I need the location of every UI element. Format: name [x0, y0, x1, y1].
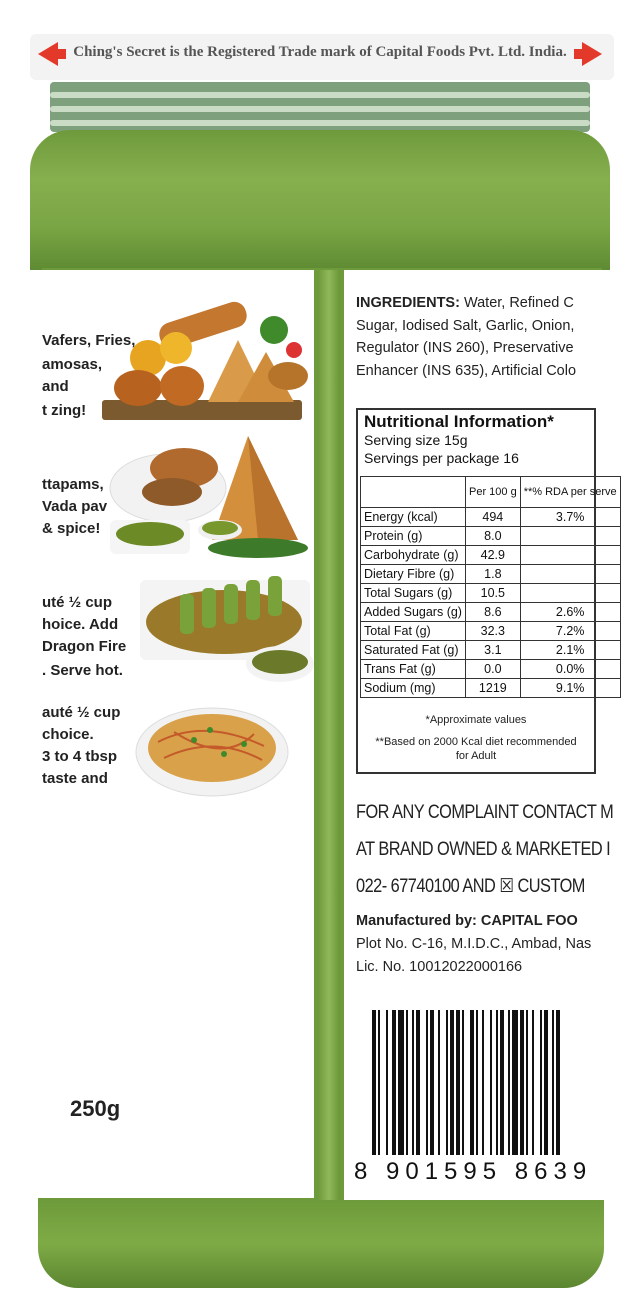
barcode-bar — [540, 1010, 542, 1155]
nutrient-value: 8.6 — [465, 603, 520, 622]
nutrient-name: Sodium (mg) — [361, 679, 466, 698]
usage-text: 3 to 4 tbsp — [42, 748, 118, 765]
nutrient-value: 32.3 — [465, 622, 520, 641]
barcode-bar — [508, 1010, 510, 1155]
barcode-digits: 8 901595 8639 — [354, 1158, 593, 1185]
contact-line: FOR ANY COMPLAINT CONTACT M — [356, 802, 614, 823]
ingredients-line: Regulator (INS 260), Preservative — [356, 340, 574, 356]
nutrient-name: Added Sugars (g) — [361, 603, 466, 622]
trademark-text: Ching's Secret is the Registered Trade mark of Capital Foods Pvt. Ltd. India. — [73, 44, 567, 60]
barcode-bar — [416, 1010, 420, 1155]
servings-per-package: Servings per package 16 — [364, 450, 519, 466]
table-row — [361, 546, 621, 565]
usage-text: Dragon Fire — [42, 638, 127, 655]
nutrient-rda: 7.2% — [520, 622, 620, 641]
nutrient-value: 1219 — [465, 679, 520, 698]
nutrient-rda: 0.0% — [520, 660, 620, 679]
nutrient-name: Trans Fat (g) — [361, 660, 466, 679]
serving-size: Serving size 15g — [364, 432, 468, 448]
jar-shoulder — [30, 130, 610, 270]
thread — [50, 106, 590, 112]
net-weight: 250g — [70, 1096, 121, 1121]
barcode-bar — [372, 1010, 376, 1155]
barcode-bar — [482, 1010, 484, 1155]
nutrition-panel — [356, 408, 617, 774]
barcode-image — [372, 1010, 622, 1155]
usage-text: taste and — [42, 770, 108, 787]
nutrient-rda — [520, 546, 620, 565]
fried-snacks-image — [98, 290, 314, 426]
ingredients-heading: INGREDIENTS: — [356, 295, 460, 311]
left-label — [42, 270, 314, 1198]
table-row — [361, 565, 621, 584]
barcode-bar — [398, 1010, 404, 1155]
barcode-bar — [438, 1010, 440, 1155]
label-gap — [318, 270, 340, 1200]
table-row — [361, 679, 621, 698]
nutrient-value: 42.9 — [465, 546, 520, 565]
nutrient-value: 0.0 — [465, 660, 520, 679]
contact-line: 022- 67740100 AND ☒ CUSTOM — [356, 876, 585, 897]
nutrient-value: 494 — [465, 508, 520, 527]
column-header: **% RDA per serve — [520, 477, 620, 508]
usage-text: & spice! — [42, 520, 101, 537]
usage-text: amosas, — [42, 356, 103, 373]
barcode-bar — [386, 1010, 388, 1155]
ingredients-line: Enhancer (INS 635), Artificial Colo — [356, 362, 577, 379]
usage-text: t zing! — [42, 402, 87, 419]
nutrient-name: Total Fat (g) — [361, 622, 466, 641]
barcode-bar — [544, 1010, 548, 1155]
right-label — [344, 270, 617, 1200]
barcode-bar — [430, 1010, 434, 1155]
table-row — [361, 660, 621, 679]
nutrient-rda — [520, 565, 620, 584]
table-row — [361, 508, 621, 527]
usage-text: uté ½ cup — [42, 594, 113, 611]
barcode-bar — [512, 1010, 518, 1155]
ingredients-line: Water, Refined C — [459, 295, 574, 311]
barcode-bar — [378, 1010, 380, 1155]
barcode-bar — [532, 1010, 534, 1155]
nutrient-name: Saturated Fat (g) — [361, 641, 466, 660]
nutrient-rda: 2.1% — [520, 641, 620, 660]
barcode-bar — [412, 1010, 414, 1155]
nutrient-name: Total Sugars (g) — [361, 584, 466, 603]
noodle-bowl-image — [134, 698, 290, 810]
noodles-skewers-image — [140, 564, 314, 688]
table-row — [361, 641, 621, 660]
nutrition-table — [360, 476, 621, 698]
barcode-bar — [446, 1010, 448, 1155]
barcode-bar — [496, 1010, 498, 1155]
barcode-bar — [462, 1010, 464, 1155]
footnote: **Based on 2000 Kcal diet recommended — [375, 736, 577, 748]
nutrient-rda: 9.1% — [520, 679, 620, 698]
manufacturer-line: Manufactured by: CAPITAL FOO — [356, 913, 578, 929]
nutrient-name: Protein (g) — [361, 527, 466, 546]
table-row — [361, 527, 621, 546]
table-header-row — [361, 477, 621, 508]
nutrient-name: Dietary Fibre (g) — [361, 565, 466, 584]
barcode-bar — [450, 1010, 454, 1155]
license-number: Lic. No. 10012022000166 — [356, 959, 523, 975]
nutrition-title: Nutritional Information* — [364, 412, 554, 431]
ingredients-block — [356, 292, 636, 382]
barcode-bar — [392, 1010, 396, 1155]
nutrient-rda: 2.6% — [520, 603, 620, 622]
barcode-bar — [552, 1010, 554, 1155]
footnote: for Adult — [455, 750, 497, 762]
usage-text: ttapams, — [42, 476, 104, 493]
table-row — [361, 603, 621, 622]
ingredients-line: Sugar, Iodised Salt, Garlic, Onion, — [356, 317, 575, 334]
nutrient-value: 8.0 — [465, 527, 520, 546]
barcode-bar — [500, 1010, 504, 1155]
table-row — [361, 622, 621, 641]
footnote: *Approximate values — [425, 714, 527, 726]
barcode-bar — [406, 1010, 408, 1155]
barcode-bar — [520, 1010, 524, 1155]
manufacturer-block — [356, 910, 591, 979]
barcode-bar — [470, 1010, 474, 1155]
nutrient-rda — [520, 527, 620, 546]
contact-line: AT BRAND OWNED & MARKETED I — [356, 839, 611, 860]
usage-text: choice. — [42, 726, 94, 743]
nutrient-value: 3.1 — [465, 641, 520, 660]
usage-text: Vafers, Fries, — [42, 332, 136, 349]
thread — [50, 92, 590, 98]
usage-text: and — [42, 378, 69, 395]
thread — [50, 120, 590, 126]
complaint-contact — [356, 794, 613, 905]
barcode-bar — [476, 1010, 478, 1155]
table-row — [361, 584, 621, 603]
manufacturer-line: Plot No. C-16, M.I.D.C., Ambad, Nas — [356, 936, 592, 952]
nutrient-rda — [520, 584, 620, 603]
jar-bottom — [38, 1198, 604, 1288]
nutrient-name: Carbohydrate (g) — [361, 546, 466, 565]
nutrient-name: Energy (kcal) — [361, 508, 466, 527]
usage-text: . Serve hot. — [42, 662, 123, 679]
barcode-bar — [426, 1010, 428, 1155]
barcode-bar — [526, 1010, 528, 1155]
nutrient-value: 1.8 — [465, 565, 520, 584]
barcode-bar — [490, 1010, 492, 1155]
nutrient-value: 10.5 — [465, 584, 520, 603]
barcode-bar — [556, 1010, 560, 1155]
usage-text: auté ½ cup — [42, 704, 121, 721]
usage-text: hoice. Add — [42, 616, 119, 633]
nutrient-rda: 3.7% — [520, 508, 620, 527]
column-header: Per 100 g — [465, 477, 520, 508]
usage-text: Vada pav — [42, 498, 108, 515]
barcode-bar — [456, 1010, 460, 1155]
vada-pav-dosa-image — [108, 430, 314, 560]
